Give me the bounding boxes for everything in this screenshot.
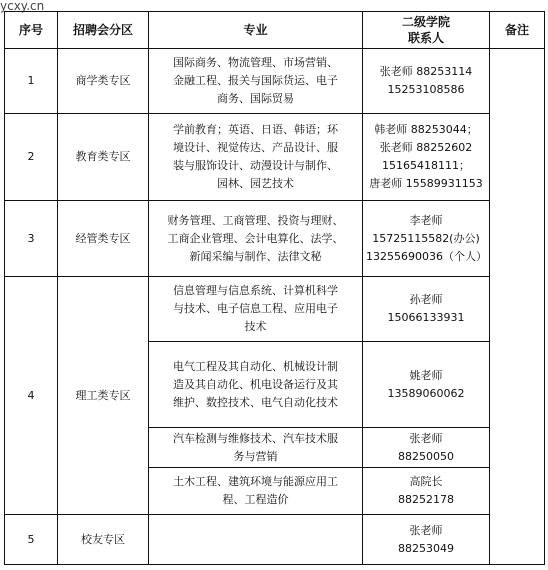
recruitment-zone-table [4,11,545,565]
table-row [5,114,545,201]
major-list: 电气工程及其自动化、机械设计制 造及其自动化、机电设备运行及其 维护、数控技术、电气自动化技术 [149,342,363,428]
major-list: 汽车检测与维修技术、汽车技术服 务与营销 [149,428,363,468]
major-list [149,515,363,565]
contact-info: 李老师 15725115582(办公) 13255690036（个人） [363,201,490,277]
contact-info: 高院长 88252178 [363,468,490,515]
major-list: 土木工程、建筑环境与能源应用工 程、工程造价 [149,468,363,515]
contact-info: 张老师 88253114 15253108586 [363,49,490,114]
header-major: 专业 [149,12,363,49]
major-list: 学前教育；英语、日语、韩语；环 境设计、视觉传达、产品设计、服 装与服饰设计、动漫设计与制作、 园林、园艺技术 [149,114,363,201]
zone-name: 商学类专区 [58,49,149,114]
table-header-row [5,12,545,49]
row-number: 5 [5,515,58,565]
table-row [5,277,545,342]
contact-info: 韩老师 88253044； 张老师 88252602 15165418111； 唐老师 15589931153 [363,114,490,201]
header-no: 序号 [5,12,58,49]
table-row [5,49,545,114]
watermark-text: ycxy.cn [0,0,45,13]
header-contact: 二级学院 联系人 [363,12,490,49]
header-zone: 招聘会分区 [58,12,149,49]
zone-name: 教育类专区 [58,114,149,201]
contact-info: 姚老师 13589060062 [363,342,490,428]
row-number: 1 [5,49,58,114]
contact-info: 孙老师 15066133931 [363,277,490,342]
contact-info: 张老师 88250050 [363,428,490,468]
row-number: 4 [5,277,58,515]
table-row [5,201,545,277]
zone-name: 校友专区 [58,515,149,565]
major-list: 国际商务、物流管理、市场营销、 金融工程、报关与国际货运、电子 商务、国际贸易 [149,49,363,114]
contact-info: 张老师 88253049 [363,515,490,565]
header-remark: 备注 [490,12,545,49]
remark-cell [490,49,545,565]
zone-name: 经管类专区 [58,201,149,277]
major-list: 信息管理与信息系统、计算机科学 与技术、电子信息工程、应用电子 技术 [149,277,363,342]
table-row [5,515,545,565]
zone-name: 理工类专区 [58,277,149,515]
row-number: 3 [5,201,58,277]
major-list: 财务管理、工商管理、投资与理财、 工商企业管理、会计电算化、法学、 新闻采编与制作、法律文秘 [149,201,363,277]
row-number: 2 [5,114,58,201]
